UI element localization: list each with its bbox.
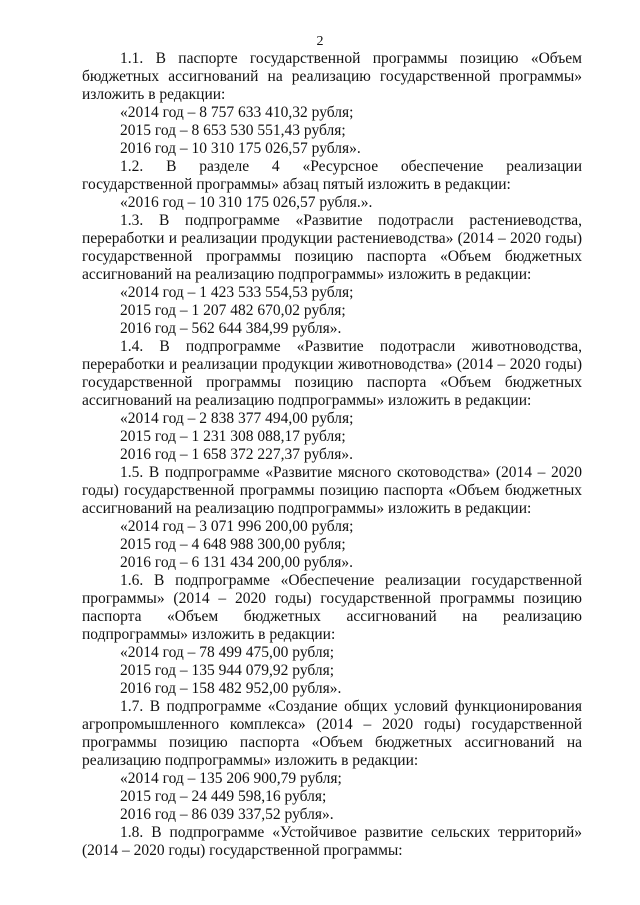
amount-line: 2015 год – 1 231 308 088,17 рубля;	[120, 428, 346, 445]
amount-line: «2014 год – 1 423 533 554,53 рубля;	[120, 284, 354, 301]
amount-line: «2014 год – 135 206 900,79 рубля;	[120, 770, 342, 787]
amount-line: 2015 год – 1 207 482 670,02 рубля;	[120, 302, 346, 319]
amount-line: 2016 год – 10 310 175 026,57 рубля».	[120, 140, 361, 157]
amount-line: 2016 год – 86 039 337,52 рубля».	[120, 806, 334, 823]
paragraph: 1.1. В паспорте государственной программы позицию «Объем бюджетных ассигнований на реализацию государственной программы» изложить в редакции:	[82, 50, 582, 103]
amount-line: 2016 год – 562 644 384,99 рубля».	[120, 320, 342, 337]
paragraph: 1.4. В подпрограмме «Развитие подотрасли животноводства, переработки и реализации продукции животноводства» (2014 – 2020 годы) государственной программы позицию паспорта «Объем бюджетных ассигнований на реализацию подпрограммы» изложить в редакции:	[82, 338, 582, 409]
paragraph: 1.2. В разделе 4 «Ресурсное обеспечение реализации государственной программы» абзац пятый изложить в редакции:	[82, 158, 582, 193]
amount-line: 2015 год – 4 648 988 300,00 рубля;	[120, 536, 346, 553]
amount-line: 2015 год – 24 449 598,16 рубля;	[120, 788, 327, 805]
amount-line: 2016 год – 6 131 434 200,00 рубля».	[120, 554, 353, 571]
amount-line: 2016 год – 158 482 952,00 рубля».	[120, 680, 342, 697]
paragraph: 1.7. В подпрограмме «Создание общих условий функционирования агропромышленного комплекса» (2014 – 2020 годы) государственной программы позицию паспорта «Объем бюджетных ассигнований на реализацию подпрограммы» изложить в редакции:	[82, 698, 582, 769]
paragraph: 1.5. В подпрограмме «Развитие мясного скотоводства» (2014 – 2020 годы) государственной программы позицию паспорта «Объем бюджетных ассигнований на реализацию подпрограммы» изложить в редакции:	[82, 464, 582, 517]
paragraph: 1.6. В подпрограмме «Обеспечение реализации государственной программы» (2014 – 2020 годы) государственной программы позицию паспорта «Объем бюджетных ассигнований на реализацию подпрограммы» изложить в редакции:	[82, 572, 582, 643]
amount-line: «2014 год – 3 071 996 200,00 рубля;	[120, 518, 354, 535]
document-body	[82, 50, 582, 860]
page-number: 2	[316, 34, 324, 49]
amount-line: «2016 год – 10 310 175 026,57 рубля.».	[120, 194, 373, 211]
amount-line: «2014 год – 78 499 475,00 рубля;	[120, 644, 335, 661]
amount-line: «2014 год – 2 838 377 494,00 рубля;	[120, 410, 354, 427]
amount-line: 2015 год – 8 653 530 551,43 рубля;	[120, 122, 346, 139]
amount-line: 2016 год – 1 658 372 227,37 рубля».	[120, 446, 353, 463]
paragraph: 1.3. В подпрограмме «Развитие подотрасли растениеводства, переработки и реализации продукции растениеводства» (2014 – 2020 годы) государственной программы позицию паспорта «Объем бюджетных ассигнований на реализацию подпрограммы» изложить в редакции:	[82, 212, 582, 283]
paragraph: 1.8. В подпрограмме «Устойчивое развитие сельских территорий» (2014 – 2020 годы) государственной программы:	[82, 824, 582, 859]
amount-line: «2014 год – 8 757 633 410,32 рубля;	[120, 104, 354, 121]
amount-line: 2015 год – 135 944 079,92 рубля;	[120, 662, 335, 679]
